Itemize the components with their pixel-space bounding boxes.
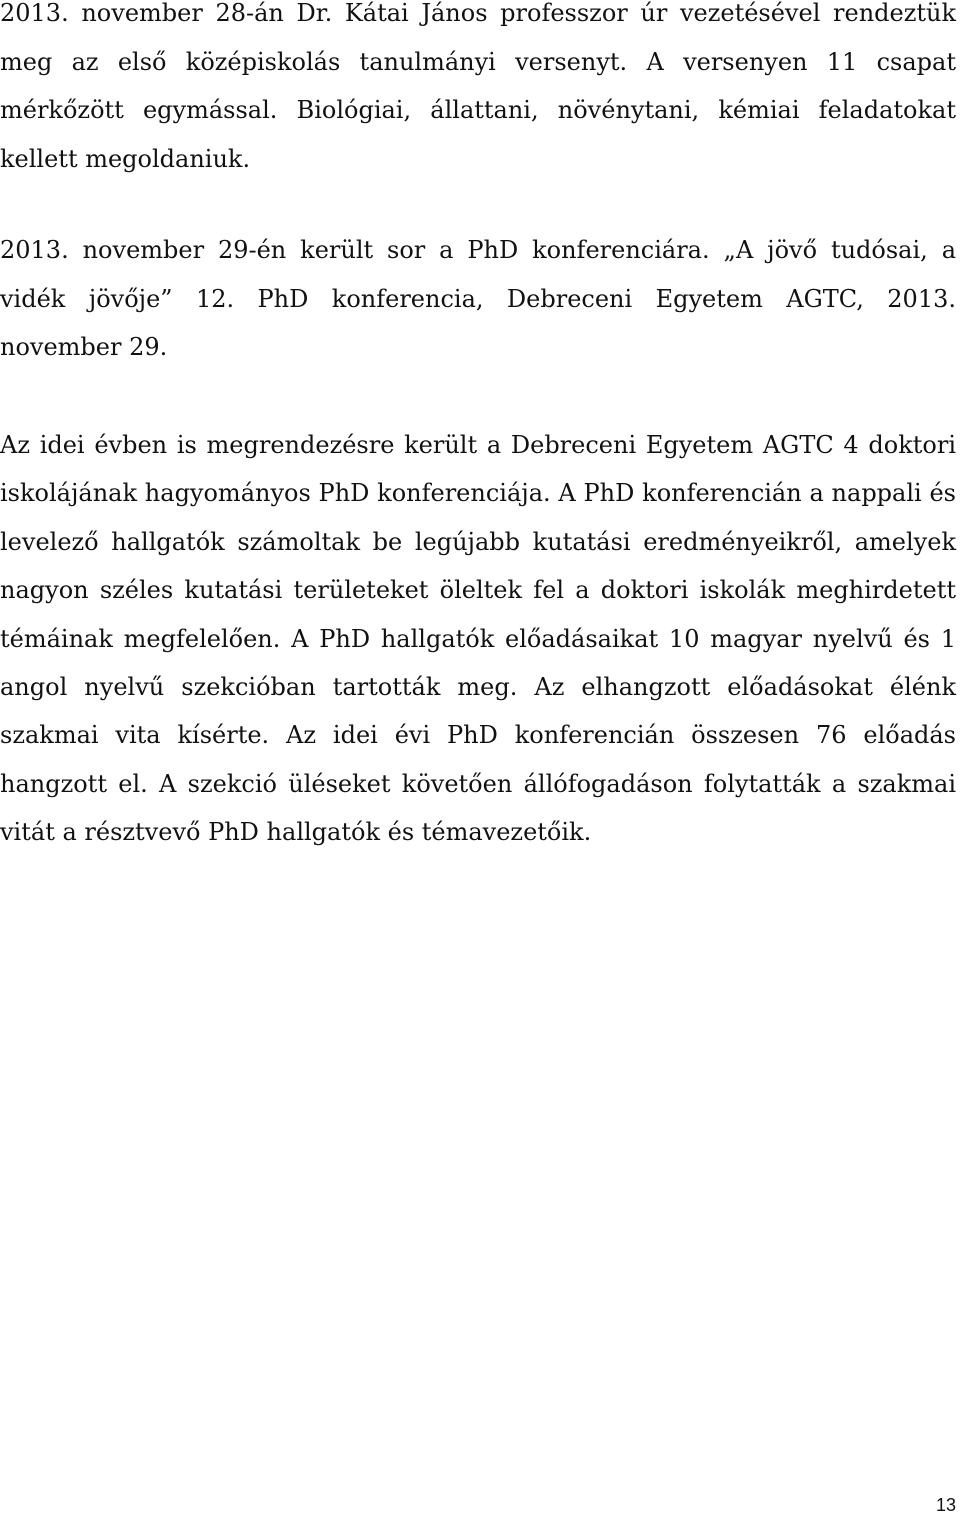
paragraph-phd-conference-details: Az idei évben is megrendezésre került a Debreceni Egyetem AGTC 4 doktori iskolájának hagyományos PhD konferenciája. A PhD konferencián a nappali és levelező hallgatók számoltak be legújabb kutatási eredményeikről, amelyek nagyon széles kutatási területeket öleltek fel a doktori iskolák meghirdetett témáinak megfelelően. A PhD hallgatók előadásaikat 10 magyar nyelvű és 1 angol nyelvű szekcióban tartották meg. Az elhangzott előadásokat élénk szakmai vita kísérte. Az idei évi PhD konferencián összesen 76 előadás hangzott el. A szekció üléseket követően állófogadáson folytatták a szakmai vitát a résztvevő PhD hallgatók és témavezetőik. [0,431,956,847]
paragraph-competition: 2013. november 28-án Dr. Kátai János professzor úr vezetésével rendeztük meg az első középiskolás tanulmányi versenyt. A versenyen 11 csapat mérkőzött egymással. Biológiai, állattani, növénytani, kémiai feladatokat kellett megoldaniuk. [0,0,956,173]
page-number: 13 [935,1495,956,1515]
paragraph-phd-conference-title: 2013. november 29-én került sor a PhD konferenciára. „A jövő tudósai, a vidék jövője” 12. PhD konferencia, Debreceni Egyetem AGTC, 2013. november 29. [0,236,956,361]
